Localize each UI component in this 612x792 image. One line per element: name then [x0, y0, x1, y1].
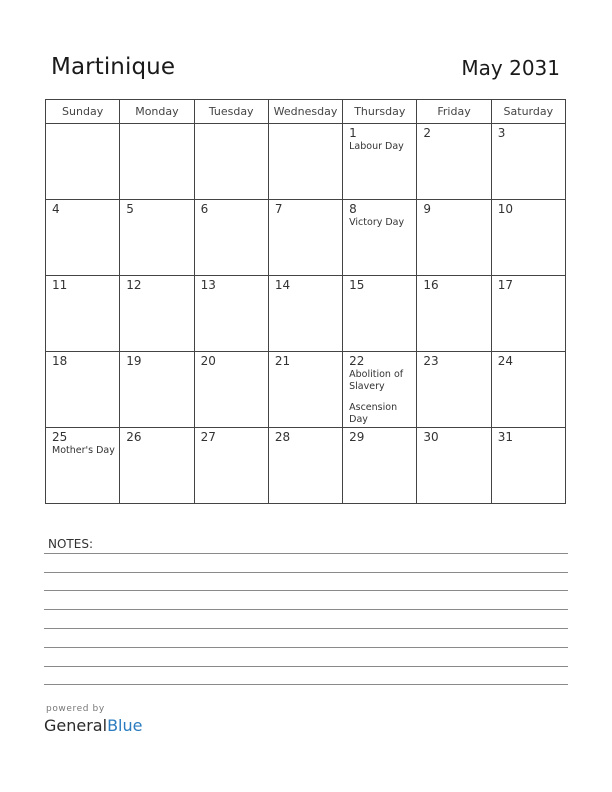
powered-by-text: powered by: [46, 704, 105, 714]
holiday-label: Ascension Day: [349, 402, 398, 425]
day-number: 18: [52, 354, 68, 368]
day-number: 21: [274, 354, 291, 368]
day-number: 24: [497, 354, 513, 368]
day-number: 31: [497, 430, 513, 444]
day-number: 23: [423, 354, 439, 368]
weekday-header: Tuesday: [194, 100, 268, 124]
day-cell: [120, 124, 194, 200]
day-number: 13: [200, 278, 216, 292]
day-number: 5: [126, 202, 134, 216]
day-number: 2: [423, 126, 432, 140]
weekday-header: Monday: [120, 100, 194, 124]
day-cell: [194, 428, 268, 504]
weekday-header: Saturday: [491, 100, 565, 124]
weekday-header: Friday: [417, 100, 491, 124]
day-number: 27: [200, 430, 216, 444]
day-cell: [46, 124, 120, 200]
notes-line: [44, 553, 568, 554]
day-cell: [417, 200, 491, 276]
day-cell: [120, 352, 194, 428]
day-cell: [120, 200, 194, 276]
holiday-label: Victory Day: [349, 217, 405, 228]
day-cell: [343, 276, 417, 352]
day-cell: [268, 276, 342, 352]
day-number: 17: [497, 278, 513, 292]
day-number: 4: [52, 202, 60, 216]
week-row: [46, 276, 566, 352]
day-cell: [120, 276, 194, 352]
day-cell: [268, 428, 342, 504]
day-cell: [491, 276, 565, 352]
day-cell: [491, 352, 565, 428]
notes-line: [44, 590, 568, 591]
day-number: 15: [349, 278, 365, 292]
day-number: 14: [274, 278, 291, 292]
day-number: 19: [126, 354, 142, 368]
holiday-label: Abolition of Slavery: [349, 369, 404, 392]
day-number: 29: [349, 430, 365, 444]
week-row: [46, 352, 566, 428]
day-cell: [194, 124, 268, 200]
day-number: 20: [200, 354, 216, 368]
day-cell: [343, 352, 417, 428]
day-cell: [120, 428, 194, 504]
brand-general: General: [44, 716, 108, 735]
calendar-title: Martinique: [51, 54, 176, 80]
day-cell: [343, 200, 417, 276]
brand-blue: Blue: [107, 716, 143, 735]
day-cell: [491, 200, 565, 276]
day-number: 7: [274, 202, 283, 216]
day-cell: [343, 124, 417, 200]
notes-line: [44, 628, 568, 629]
day-cell: [194, 276, 268, 352]
week-row: [46, 124, 566, 200]
notes-label: NOTES:: [48, 537, 93, 551]
notes-line: [44, 609, 568, 610]
day-number: 26: [126, 430, 142, 444]
day-cell: [268, 352, 342, 428]
weekday-header: Thursday: [343, 100, 417, 124]
notes-line: [44, 666, 568, 667]
day-number: 30: [423, 430, 439, 444]
day-cell: [417, 428, 491, 504]
week-row: [46, 428, 566, 504]
notes-line: [44, 572, 568, 573]
notes-line: [44, 684, 568, 685]
day-number: 12: [126, 278, 142, 292]
month-year-label: May 2031: [461, 56, 560, 80]
day-number: 10: [497, 202, 513, 216]
day-number: 16: [423, 278, 439, 292]
day-number: 9: [423, 202, 432, 216]
day-cell: [46, 352, 120, 428]
day-cell: [194, 352, 268, 428]
day-cell: [343, 428, 417, 504]
day-cell: [491, 124, 565, 200]
day-number: 1: [349, 126, 357, 140]
holiday-label: Labour Day: [349, 141, 404, 152]
day-number: 11: [52, 278, 68, 292]
day-cell: [417, 276, 491, 352]
day-number: 3: [497, 126, 506, 140]
day-cell: [417, 124, 491, 200]
holiday-label: Mother's Day: [52, 445, 115, 456]
day-cell: [46, 200, 120, 276]
day-number: 28: [274, 430, 291, 444]
day-cell: [268, 124, 342, 200]
day-cell: [194, 200, 268, 276]
day-cell: [46, 276, 120, 352]
generalblue-logo: [44, 716, 142, 735]
day-cell: [491, 428, 565, 504]
day-cell: [268, 200, 342, 276]
day-cell: [46, 428, 120, 504]
calendar-grid: [45, 99, 566, 504]
day-number: 6: [200, 202, 209, 216]
weekday-header-row: [46, 100, 566, 124]
day-number: 25: [52, 430, 68, 444]
day-number: 22: [349, 354, 365, 368]
notes-line: [44, 647, 568, 648]
day-cell: [417, 352, 491, 428]
weekday-header: Wednesday: [268, 100, 342, 124]
week-row: [46, 200, 566, 276]
day-number: 8: [349, 202, 357, 216]
weekday-header: Sunday: [46, 100, 120, 124]
